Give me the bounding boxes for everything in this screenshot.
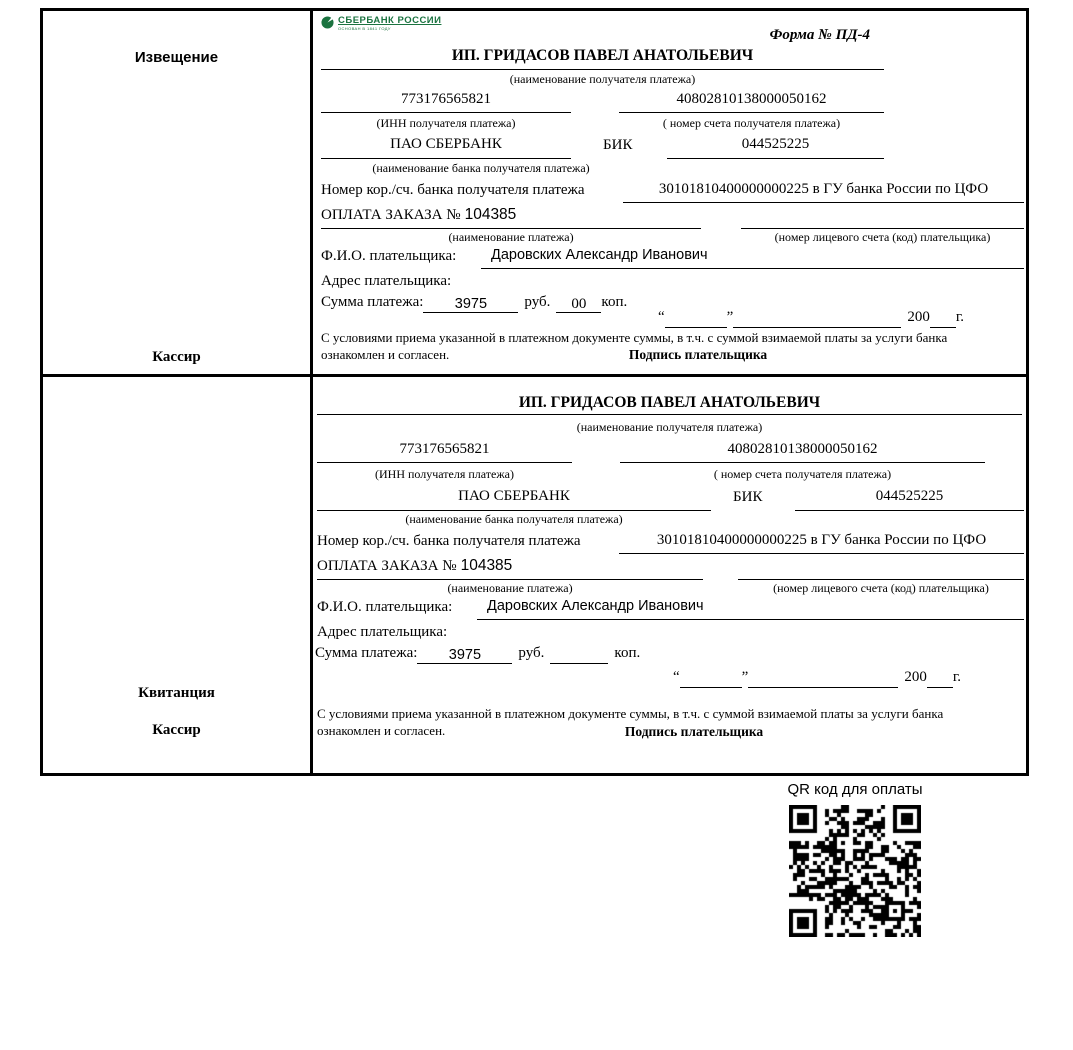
order-number-value: 104385 (464, 206, 517, 223)
inn-caption: (ИНН получателя платежа) (376, 116, 516, 130)
sum-value: 3975 (423, 294, 518, 313)
bank-row (313, 131, 1026, 159)
payer-address-row (313, 269, 1026, 293)
notice-section-label: Извещение (134, 49, 219, 66)
rub-label: руб. (518, 645, 545, 661)
payment-name-row (313, 203, 1026, 229)
bik-label: БИК (603, 137, 633, 153)
agreement-text-line2: ознакомлен и согласен. (317, 723, 446, 738)
payer-fio-label: Ф.И.О. плательщика: (321, 248, 457, 264)
bank-caption-row (313, 512, 1026, 528)
date-line (658, 306, 964, 328)
date-year-suffix: г. (952, 669, 962, 685)
notice-section (43, 11, 1026, 374)
bank-logo-text: СБЕРБАНК РОССИИ (338, 15, 442, 26)
bank-row (313, 483, 1026, 511)
payment-name-field (321, 202, 701, 229)
sum-row (315, 643, 640, 664)
date-day-blank (665, 309, 727, 328)
agreement-text-line1: С условиями приема указанной в платежном документе суммы, в т.ч. с суммой взимаемой платы за услуги банка (321, 330, 948, 345)
date-quote-open: “ (673, 669, 680, 685)
sum-label: Сумма платежа: (315, 645, 418, 661)
notice-cashier-label: Кассир (152, 349, 201, 365)
date-quote-close: ” (726, 309, 734, 325)
payer-address-blank (492, 620, 1024, 644)
date-month-blank (748, 669, 898, 688)
payer-fio-label: Ф.И.О. плательщика: (317, 599, 453, 615)
corr-account-label: Номер кор./сч. банка получателя платежа (321, 182, 585, 198)
sum-value: 3975 (417, 645, 512, 664)
kop-label: коп. (601, 294, 628, 310)
bank-name: ПАО СБЕРБАНК (321, 130, 571, 159)
kop-value (550, 645, 608, 664)
recipient-name: ИП. ГРИДАСОВ ПАВЕЛ АНАТОЛЬЕВИЧ (321, 41, 884, 70)
sum-label: Сумма платежа: (321, 294, 424, 310)
corr-account-label: Номер кор./сч. банка получателя платежа (317, 533, 581, 549)
corr-account-row (313, 177, 1026, 203)
inn-account-captions (313, 466, 1026, 482)
bank-name: ПАО СБЕРБАНК (317, 482, 711, 511)
inn-account-row (313, 87, 1026, 113)
form-number-label: Форма № ПД-4 (769, 27, 870, 43)
date-quote-close: ” (741, 669, 749, 685)
date-year-prefix: 200 (907, 309, 930, 325)
recipient-caption: (наименование получателя платежа) (509, 72, 696, 86)
qr-block (780, 781, 930, 937)
kop-label: коп. (614, 645, 641, 661)
receipt-left-column (43, 377, 313, 773)
payer-fio-value: Даровских Александр Иванович (481, 243, 1024, 269)
date-year-blank (927, 669, 953, 688)
date-quote-open: “ (658, 309, 665, 325)
date-line (673, 666, 961, 688)
notice-left-column (43, 11, 313, 374)
date-month-blank (733, 309, 901, 328)
payment-caption: (наименование платежа) (447, 581, 573, 595)
payer-address-label: Адрес плательщика: (317, 624, 448, 640)
corr-account-value: 30101810400000000225 в ГУ банка России по ЦФО (623, 176, 1024, 203)
bik-value: 044525225 (795, 482, 1024, 511)
recipient-caption: (наименование получателя платежа) (576, 420, 763, 434)
payer-address-label: Адрес плательщика: (321, 273, 452, 289)
bik-label: БИК (733, 489, 763, 505)
payment-name-field (317, 553, 703, 580)
rub-label: руб. (524, 294, 551, 310)
payer-fio-row (313, 244, 1026, 269)
receipt-section (43, 374, 1026, 773)
qr-code (789, 805, 921, 937)
inn-caption: (ИНН получателя платежа) (375, 467, 514, 481)
sum-row (321, 292, 627, 313)
personal-account-blank (741, 202, 1024, 229)
bank-caption: (наименование банка получателя платежа) (405, 512, 623, 526)
payment-caption: (наименование платежа) (448, 230, 574, 244)
signature-label: Подпись плательщика (624, 724, 764, 739)
personal-account-caption: (номер лицевого счета (код) плательщика) (774, 230, 991, 244)
payer-fio-row (313, 595, 1026, 620)
corr-account-value: 30101810400000000225 в ГУ банка России по ЦФО (619, 527, 1024, 554)
account-value: 40802810138000050162 (619, 86, 884, 113)
receipt-content (313, 377, 1026, 773)
qr-caption: QR код для оплаты (787, 781, 923, 798)
inn-value: 773176565821 (317, 436, 572, 463)
account-caption: ( номер счета получателя платежа) (662, 116, 841, 130)
bank-logo-tagline: ОСНОВАН В 1841 ГОДУ (338, 26, 391, 31)
inn-account-captions (313, 115, 1026, 131)
corr-account-row (313, 528, 1026, 554)
payment-name-label: ОПЛАТА ЗАКАЗА № (317, 558, 457, 574)
agreement-text-line2: ознакомлен и согласен. (321, 347, 450, 362)
inn-value: 773176565821 (321, 86, 571, 113)
payer-address-blank (496, 269, 1024, 293)
bank-caption-row (313, 161, 1026, 177)
receipt-section-label: Квитанция (138, 685, 215, 701)
payment-name-label: ОПЛАТА ЗАКАЗА № (321, 207, 461, 223)
order-number-value: 104385 (460, 557, 513, 574)
date-year-blank (930, 309, 956, 328)
personal-account-caption: (номер лицевого счета (код) плательщика) (773, 581, 989, 595)
agreement-text-line1: С условиями приема указанной в платежном документе суммы, в т.ч. с суммой взимаемой платы за услуги банка (317, 706, 944, 721)
receipt-cashier-label: Кассир (152, 722, 201, 738)
inn-account-row (313, 437, 1026, 463)
payer-address-row (313, 620, 1026, 644)
account-caption: ( номер счета получателя платежа) (713, 467, 892, 481)
personal-account-blank (738, 553, 1024, 580)
date-year-suffix: г. (955, 309, 965, 325)
payment-name-row (313, 554, 1026, 580)
recipient-name: ИП. ГРИДАСОВ ПАВЕЛ АНАТОЛЬЕВИЧ (317, 390, 1022, 415)
payment-form-pd4 (40, 8, 1029, 776)
bank-caption: (наименование банка получателя платежа) (372, 161, 590, 175)
signature-label: Подпись плательщика (628, 347, 768, 362)
bik-value: 044525225 (667, 130, 884, 159)
account-value: 40802810138000050162 (620, 436, 985, 463)
date-year-prefix: 200 (904, 669, 927, 685)
date-day-blank (680, 669, 742, 688)
kop-value: 00 (556, 294, 601, 313)
payer-fio-value: Даровских Александр Иванович (477, 594, 1024, 620)
notice-content (313, 11, 1026, 374)
